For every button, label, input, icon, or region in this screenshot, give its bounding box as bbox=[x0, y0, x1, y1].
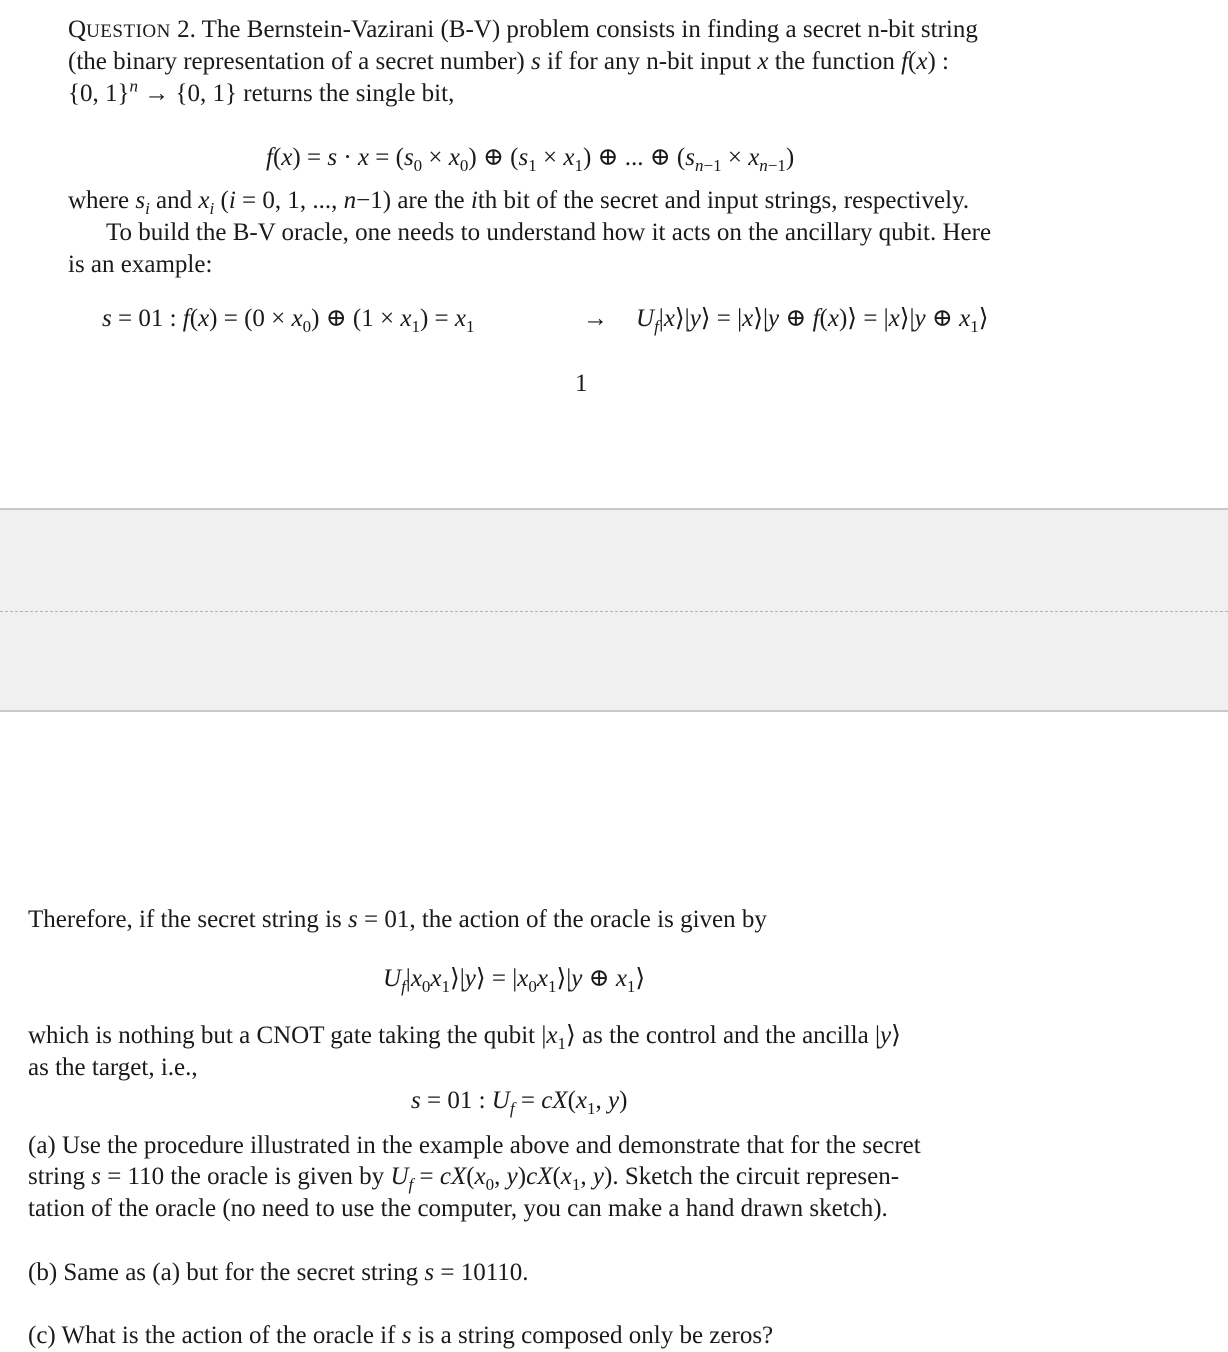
math-f-x: f(x) : bbox=[901, 48, 950, 75]
question-label: QUESTION 2. bbox=[68, 16, 196, 43]
arrow-icon: → bbox=[583, 305, 608, 332]
therefore-line: Therefore, if the secret string is s = 01, the action of the oracle is given by bbox=[28, 906, 767, 933]
part-a-line-3: tation of the oracle (no need to use the computer, you can make a hand drawn sketch). bbox=[28, 1195, 888, 1222]
equation-inner-product: $f(x) = s \cdot x = (s_0 \times x_0)$ ⊕ $(s_1 \times x_1)$ ⊕ ... ⊕ $(s_{n-1} \times x_{n-1})$ bbox=[266, 144, 795, 175]
equation-oracle-s01: $U_f|x_0x_1⟩|y⟩$ = $|x_0x_1⟩|y$ ⊕ $x_1⟩$ bbox=[383, 965, 646, 996]
equation-oracle-action: $U_f|x⟩|y⟩$ = |x⟩|y ⊕ f(x)⟩ = |x⟩|y ⊕ $x_1⟩$ bbox=[636, 305, 989, 336]
build-line-2: is an example: bbox=[68, 251, 213, 278]
where-line: where $s_i$ and $x_i$ (i = 0, 1, ..., n−1) are the ith bit of the secret and input strings, respectively. bbox=[68, 187, 970, 218]
intro-text-1: The Bernstein-Vazirani (B-V) problem consists in finding a secret n-bit string bbox=[201, 16, 978, 43]
equation-example: s = 01 : $f(x) = (0 \times x_0)$ ⊕ $(1 \times x_1) = x_1$ bbox=[102, 305, 475, 336]
question-line-2: (the binary representation of a secret number) s if for any n-bit input x the function f(x) : bbox=[68, 48, 950, 75]
part-c-line: (c) What is the action of the oracle if s is a string composed only be zeros? bbox=[28, 1322, 774, 1349]
math-domain: {0, 1}$^n$ → {0, 1} bbox=[68, 76, 237, 107]
page-separator bbox=[0, 508, 1228, 712]
page-break-dashed-line bbox=[0, 611, 1228, 612]
part-a-line-2: string s = 110 the oracle is given by $U_f = cX(x_0$, $y)cX(x_1$, y). Sketch the circuit represen- bbox=[28, 1163, 900, 1194]
part-a-line-1: (a) Use the procedure illustrated in the example above and demonstrate that for the secret bbox=[28, 1132, 921, 1159]
build-line-1: To build the B-V oracle, one needs to understand how it acts on the ancillary qubit. Here bbox=[106, 219, 992, 246]
question-line-3: {0, 1}$^n$ → {0, 1} returns the single bit, bbox=[68, 76, 455, 107]
question-line-1 bbox=[68, 14, 978, 48]
equation-cx: s = 01 : $U_f = cX(x_1$, y) bbox=[411, 1087, 628, 1118]
page-number: 1 bbox=[575, 370, 588, 397]
cnot-line-1: which is nothing but a CNOT gate taking the qubit $|x_1⟩$ as the control and the ancilla |y⟩ bbox=[28, 1022, 901, 1053]
cnot-line-2: as the target, i.e., bbox=[28, 1054, 198, 1081]
math-uf-110: $U_f = cX(x_0$, $y)cX(x_1$, y) bbox=[390, 1163, 613, 1194]
part-b-line: (b) Same as (a) but for the secret string s = 10110. bbox=[28, 1259, 529, 1286]
